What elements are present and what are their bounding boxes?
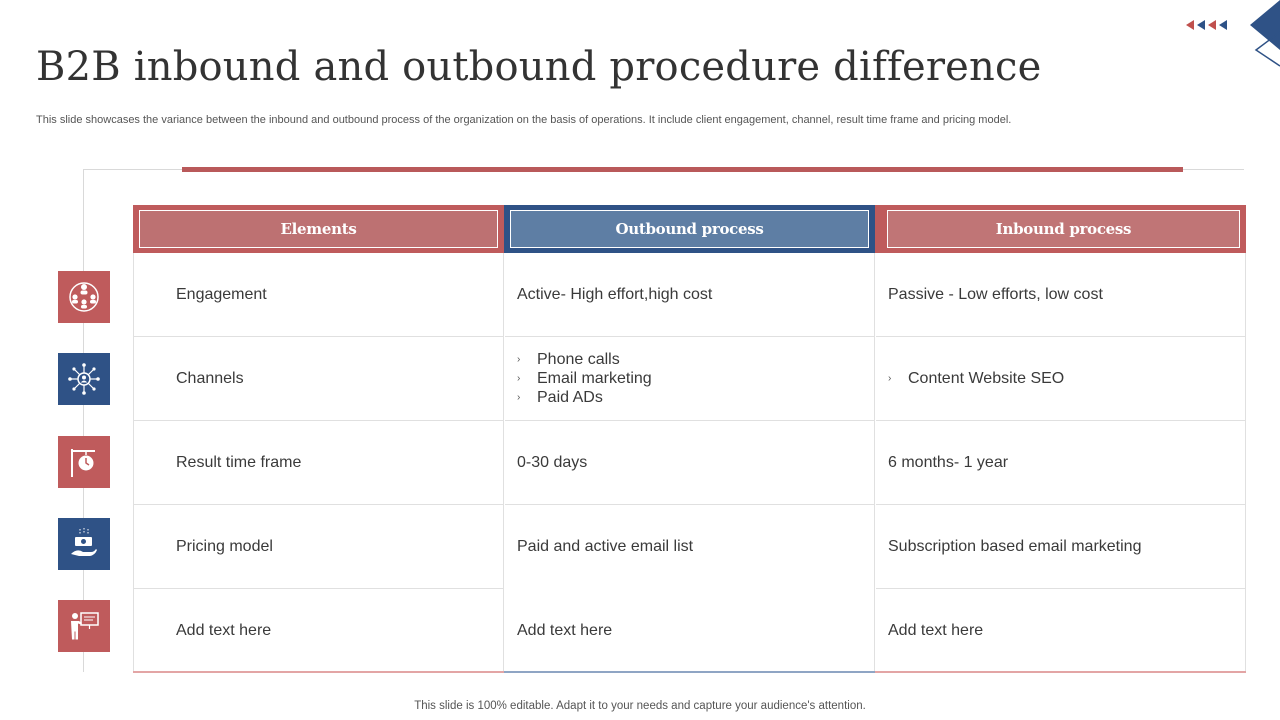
list-item — [517, 388, 652, 407]
arrow-left-icon — [1186, 20, 1194, 30]
team-engagement-icon — [67, 280, 101, 314]
list-item-text: Content Website SEO — [908, 370, 1065, 387]
frame-line-left — [83, 169, 84, 672]
engagement-icon-tile — [58, 271, 110, 323]
cell-inbound: 6 months- 1 year — [876, 421, 1246, 505]
arrow-left-icon — [1208, 20, 1216, 30]
cell-outbound: 0-30 days — [505, 421, 875, 505]
network-channels-icon — [67, 362, 101, 396]
slide-title: B2B inbound and outbound procedure difference — [36, 44, 1042, 90]
accent-bar — [182, 167, 1183, 172]
table-bottom-border-blue — [504, 671, 875, 673]
cell-outbound: Active- High effort,high cost — [505, 253, 875, 337]
presentation-icon-tile — [58, 600, 110, 652]
cell-outbound: Paid and active email list — [517, 538, 694, 555]
arrow-left-icon — [1219, 20, 1227, 30]
bullet-marker: › — [517, 373, 521, 384]
list-item — [888, 369, 1064, 388]
bullet-list — [888, 369, 1064, 388]
header-elements — [133, 205, 504, 253]
slide-footer: This slide is 100% editable. Adapt it to your needs and capture your audience's attention. — [414, 700, 866, 712]
comparison-table — [133, 205, 1246, 673]
header-label: Outbound process — [510, 210, 869, 248]
cell-inbound — [876, 337, 1246, 421]
header-inbound — [875, 205, 1246, 253]
list-item — [517, 350, 652, 369]
cell-element: Result time frame — [134, 421, 504, 505]
bullet-list — [517, 350, 652, 407]
slide-subtitle: This slide showcases the variance between the inbound and outbound process of the organization on the basis of operations. It include client engagement, channel, result time frame and pricing model. — [36, 114, 1012, 126]
channels-icon-tile — [58, 353, 110, 405]
list-item-text: Email marketing — [537, 370, 652, 387]
header-outbound — [504, 205, 875, 253]
bullet-marker: › — [888, 373, 892, 384]
cell-element: Add text here — [176, 622, 272, 639]
cell-element: Engagement — [134, 253, 504, 337]
list-item — [517, 369, 652, 388]
cell-element: Pricing model — [134, 505, 504, 589]
header-label: Elements — [139, 210, 498, 248]
presentation-icon — [67, 609, 101, 643]
nav-arrows-decoration — [1186, 20, 1227, 30]
cell-outbound — [505, 337, 875, 421]
corner-decoration — [1250, 0, 1280, 70]
list-item-text: Phone calls — [537, 351, 620, 368]
header-label: Inbound process — [887, 210, 1240, 248]
timeframe-icon-tile — [58, 436, 110, 488]
bullet-marker: › — [517, 392, 521, 403]
cell-outbound: Add text here — [517, 622, 613, 639]
clock-timeframe-icon — [67, 445, 101, 479]
cell-inbound: Add text here — [888, 622, 984, 639]
list-item-text: Paid ADs — [537, 389, 603, 406]
bullet-marker: › — [517, 354, 521, 365]
cell-element: Channels — [134, 337, 504, 421]
cell-inbound: Subscription based email marketing — [876, 505, 1246, 589]
money-hand-icon — [67, 527, 101, 561]
cell-inbound: Passive - Low efforts, low cost — [876, 253, 1246, 337]
arrow-left-icon — [1197, 20, 1205, 30]
pricing-icon-tile — [58, 518, 110, 570]
